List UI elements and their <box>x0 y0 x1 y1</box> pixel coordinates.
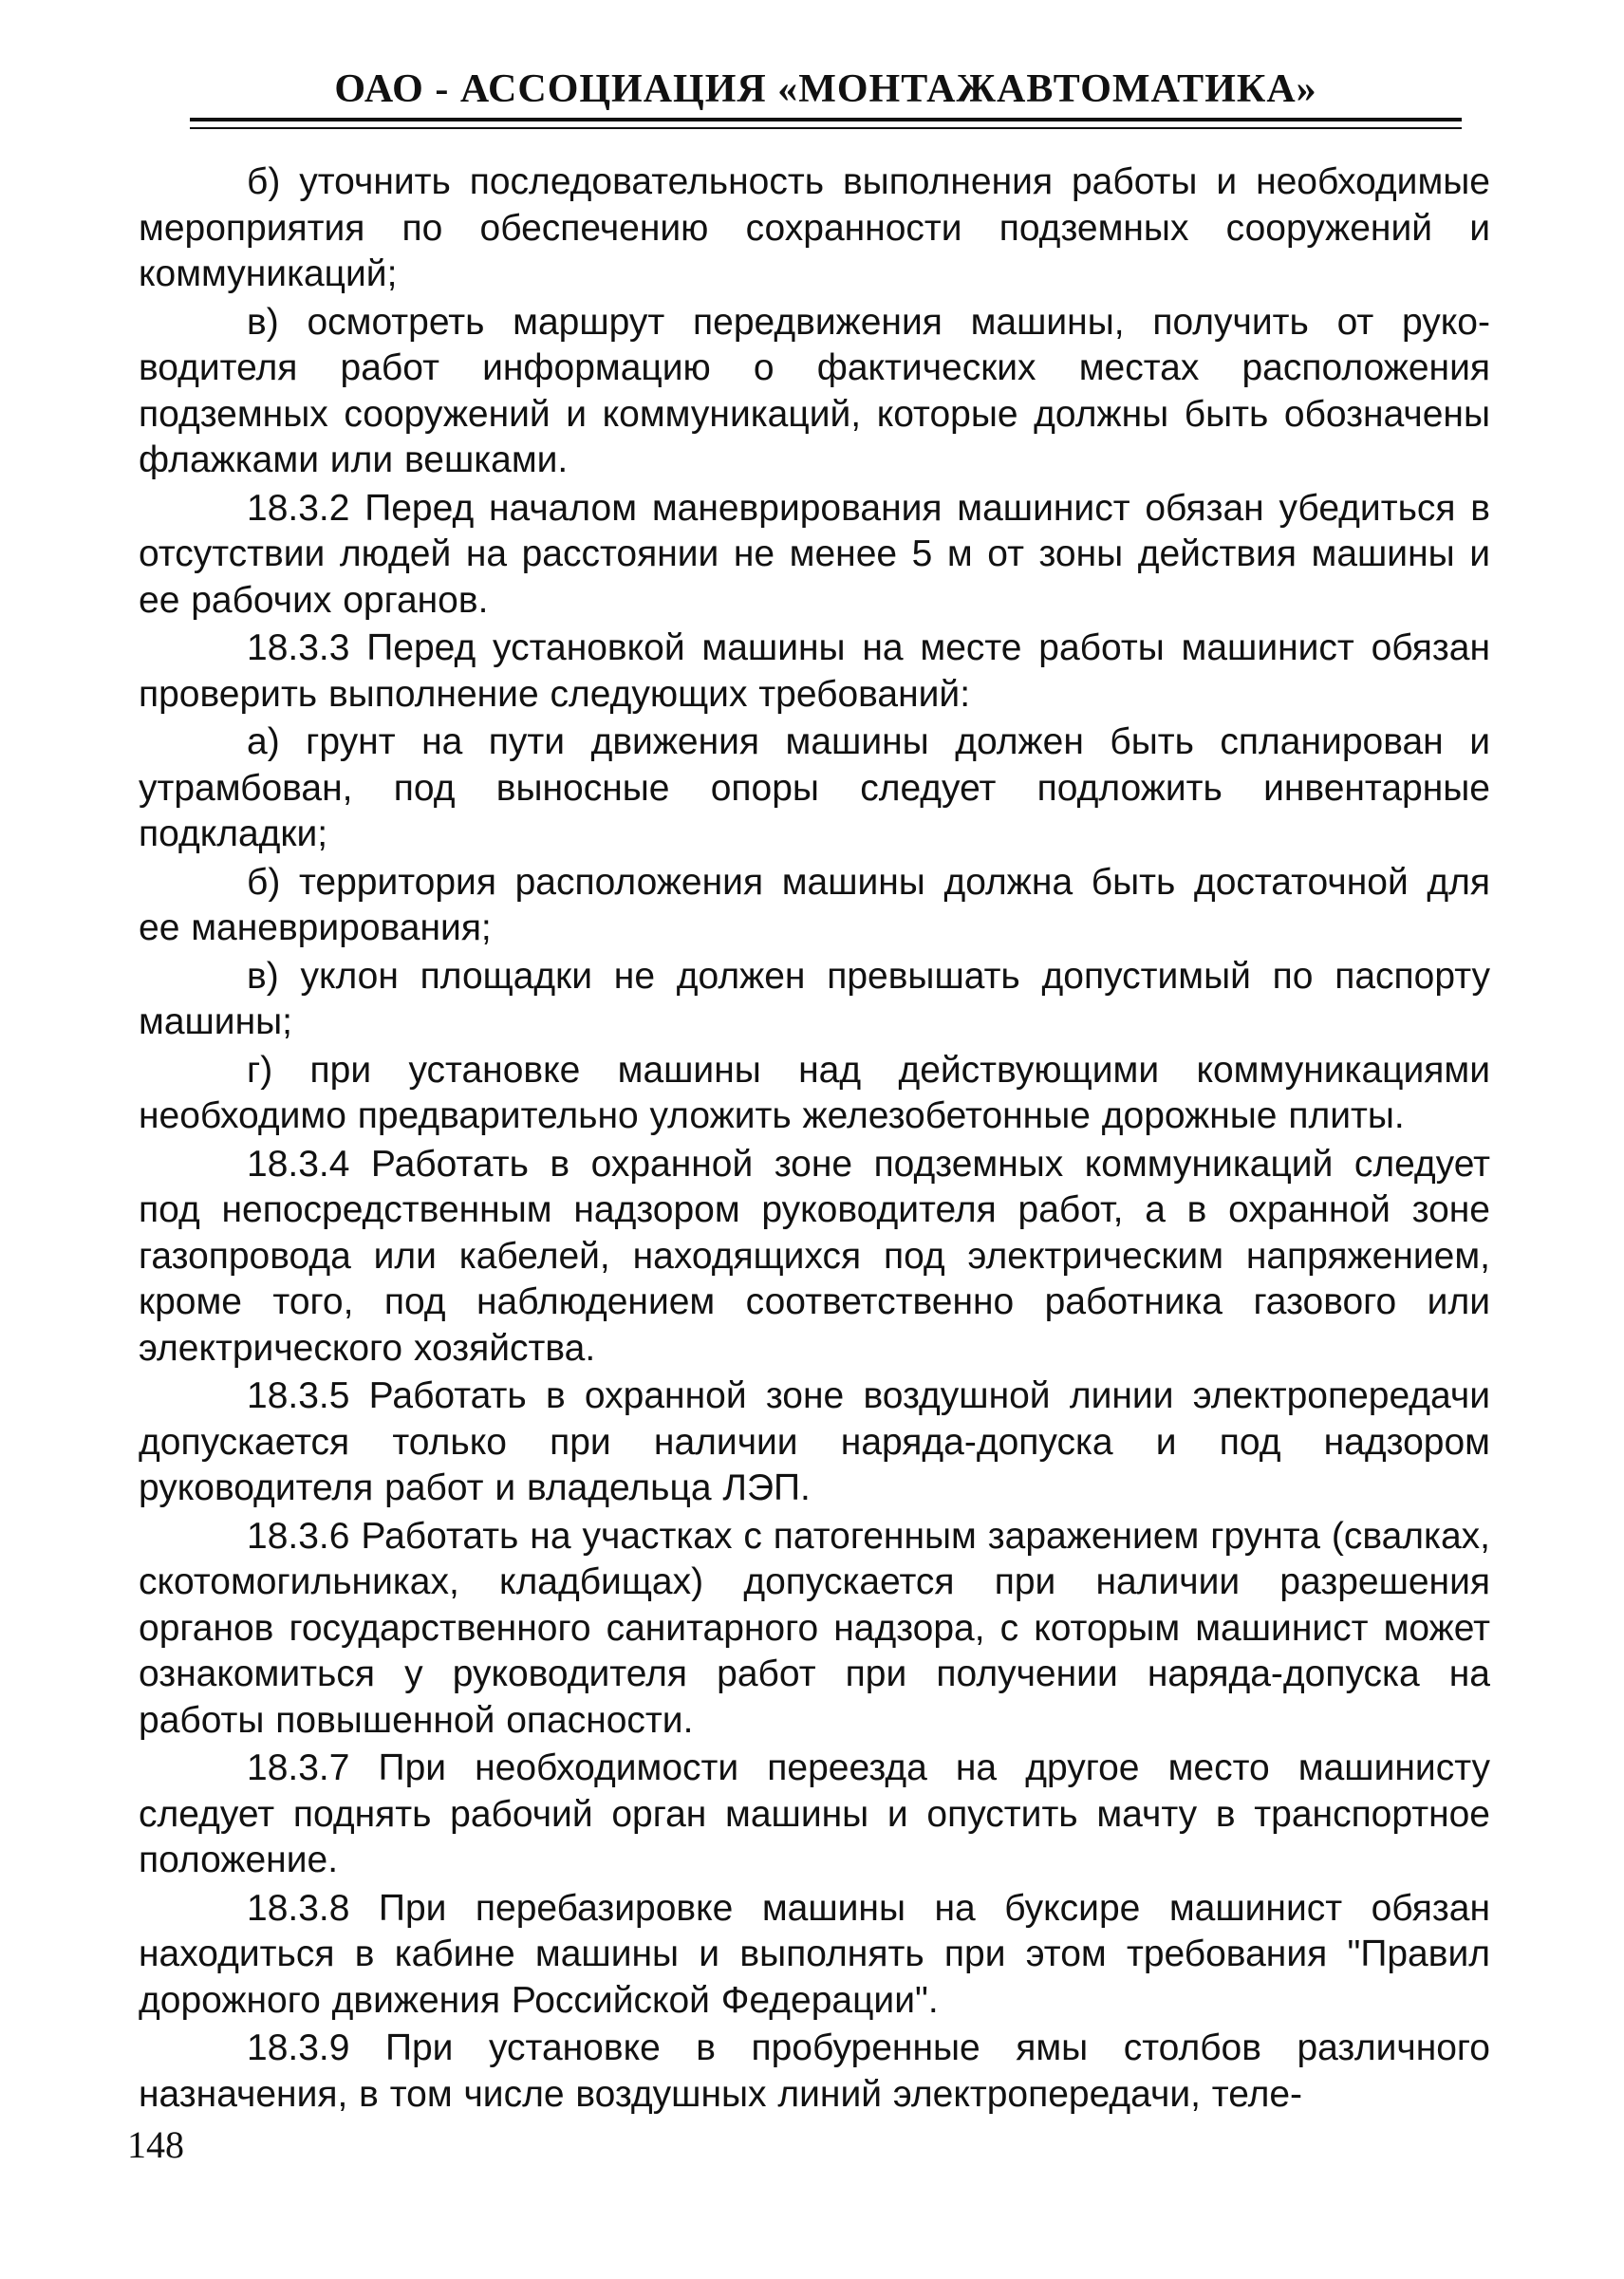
paragraph-18-3-4: 18.3.4 Работать в охранной зоне подземных коммуникаций следует под непосредственным надзором руководителя работ, а в охранной зоне газопровода или кабелей, находящихся под электрическим напряжением, кроме того, под наблюдением соответственно работника газового или электрического хозяйства. <box>139 1143 1490 1369</box>
paragraph-item-a-ground: а) грунт на пути движения машины должен быть спланирован и утрамбован, под выносные опоры следует подложить инвентарные подкладки; <box>139 721 1490 854</box>
paragraph-18-3-2: 18.3.2 Перед началом маневрирования машинист обязан убедиться в отсутствии людей на расстоянии не менее 5 м от зоны действия машины и ее рабочих органов. <box>139 487 1490 621</box>
page-number: 148 <box>127 2123 184 2166</box>
paragraph-item-b-specify-sequence: б) уточнить последовательность выполнения работы и необходимые мероприятия по обеспечению сохранности подземных сооружений и коммуникаций; <box>139 161 1490 294</box>
paragraph-18-3-5: 18.3.5 Работать в охранной зоне воздушной линии электропередачи допускается только при наличии наряда-допуска и под надзором руководителя работ и владельца ЛЭП. <box>139 1375 1490 1508</box>
header-rule-thin <box>190 127 1462 129</box>
paragraph-18-3-3: 18.3.3 Перед установкой машины на месте работы машинист обязан проверить выполнение следующих требований: <box>139 627 1490 715</box>
paragraph-18-3-6: 18.3.6 Работать на участках с патогенным заражением грунта (свалках, скотомогильниках, кладбищах) допускается при наличии разрешения органов государственного санитарного надзора, с которым машинист может ознакомиться у руководителя работ при получении наряда-допуска на работы повышенной опасности. <box>139 1515 1490 1741</box>
paragraph-18-3-8: 18.3.8 При перебазировке машины на буксире машинист обязан находиться в кабине машины и выполнять при этом требования "Правил дорожного движения Российской Федерации". <box>139 1887 1490 2021</box>
header-rule-thick <box>190 118 1462 121</box>
page-header: ОАО - АССОЦИАЦИЯ «МОНТАЖАВТОМАТИКА» <box>334 67 1317 111</box>
paragraph-18-3-7: 18.3.7 При необходимости переезда на другое место машинисту следует поднять рабочий орган машины и опустить мачту в транспортное положение. <box>139 1747 1490 1880</box>
paragraph-item-v-inspect-route: в) осмотреть маршрут передвижения машины, получить от руководителя работ информацию о фактических местах расположения подземных сооружений и коммуникаций, которые должны быть обозначены флажками или вешками. <box>139 301 1490 480</box>
paragraph-18-3-9: 18.3.9 При установке в пробуренные ямы столбов различного назначения, в том числе воздушных линий электропередачи, теле- <box>139 2027 1490 2115</box>
paragraph-item-g-slabs: г) при установке машины над действующими коммуникациями необходимо предварительно уложить железобетонные дорожные плиты. <box>139 1049 1490 1136</box>
body-text <box>139 159 1490 2120</box>
paragraph-item-b-territory: б) территория расположения машины должна быть достаточной для ее маневрирования; <box>139 861 1490 948</box>
paragraph-item-v-slope: в) уклон площадки не должен превышать допустимый по паспорту машины; <box>139 955 1490 1042</box>
